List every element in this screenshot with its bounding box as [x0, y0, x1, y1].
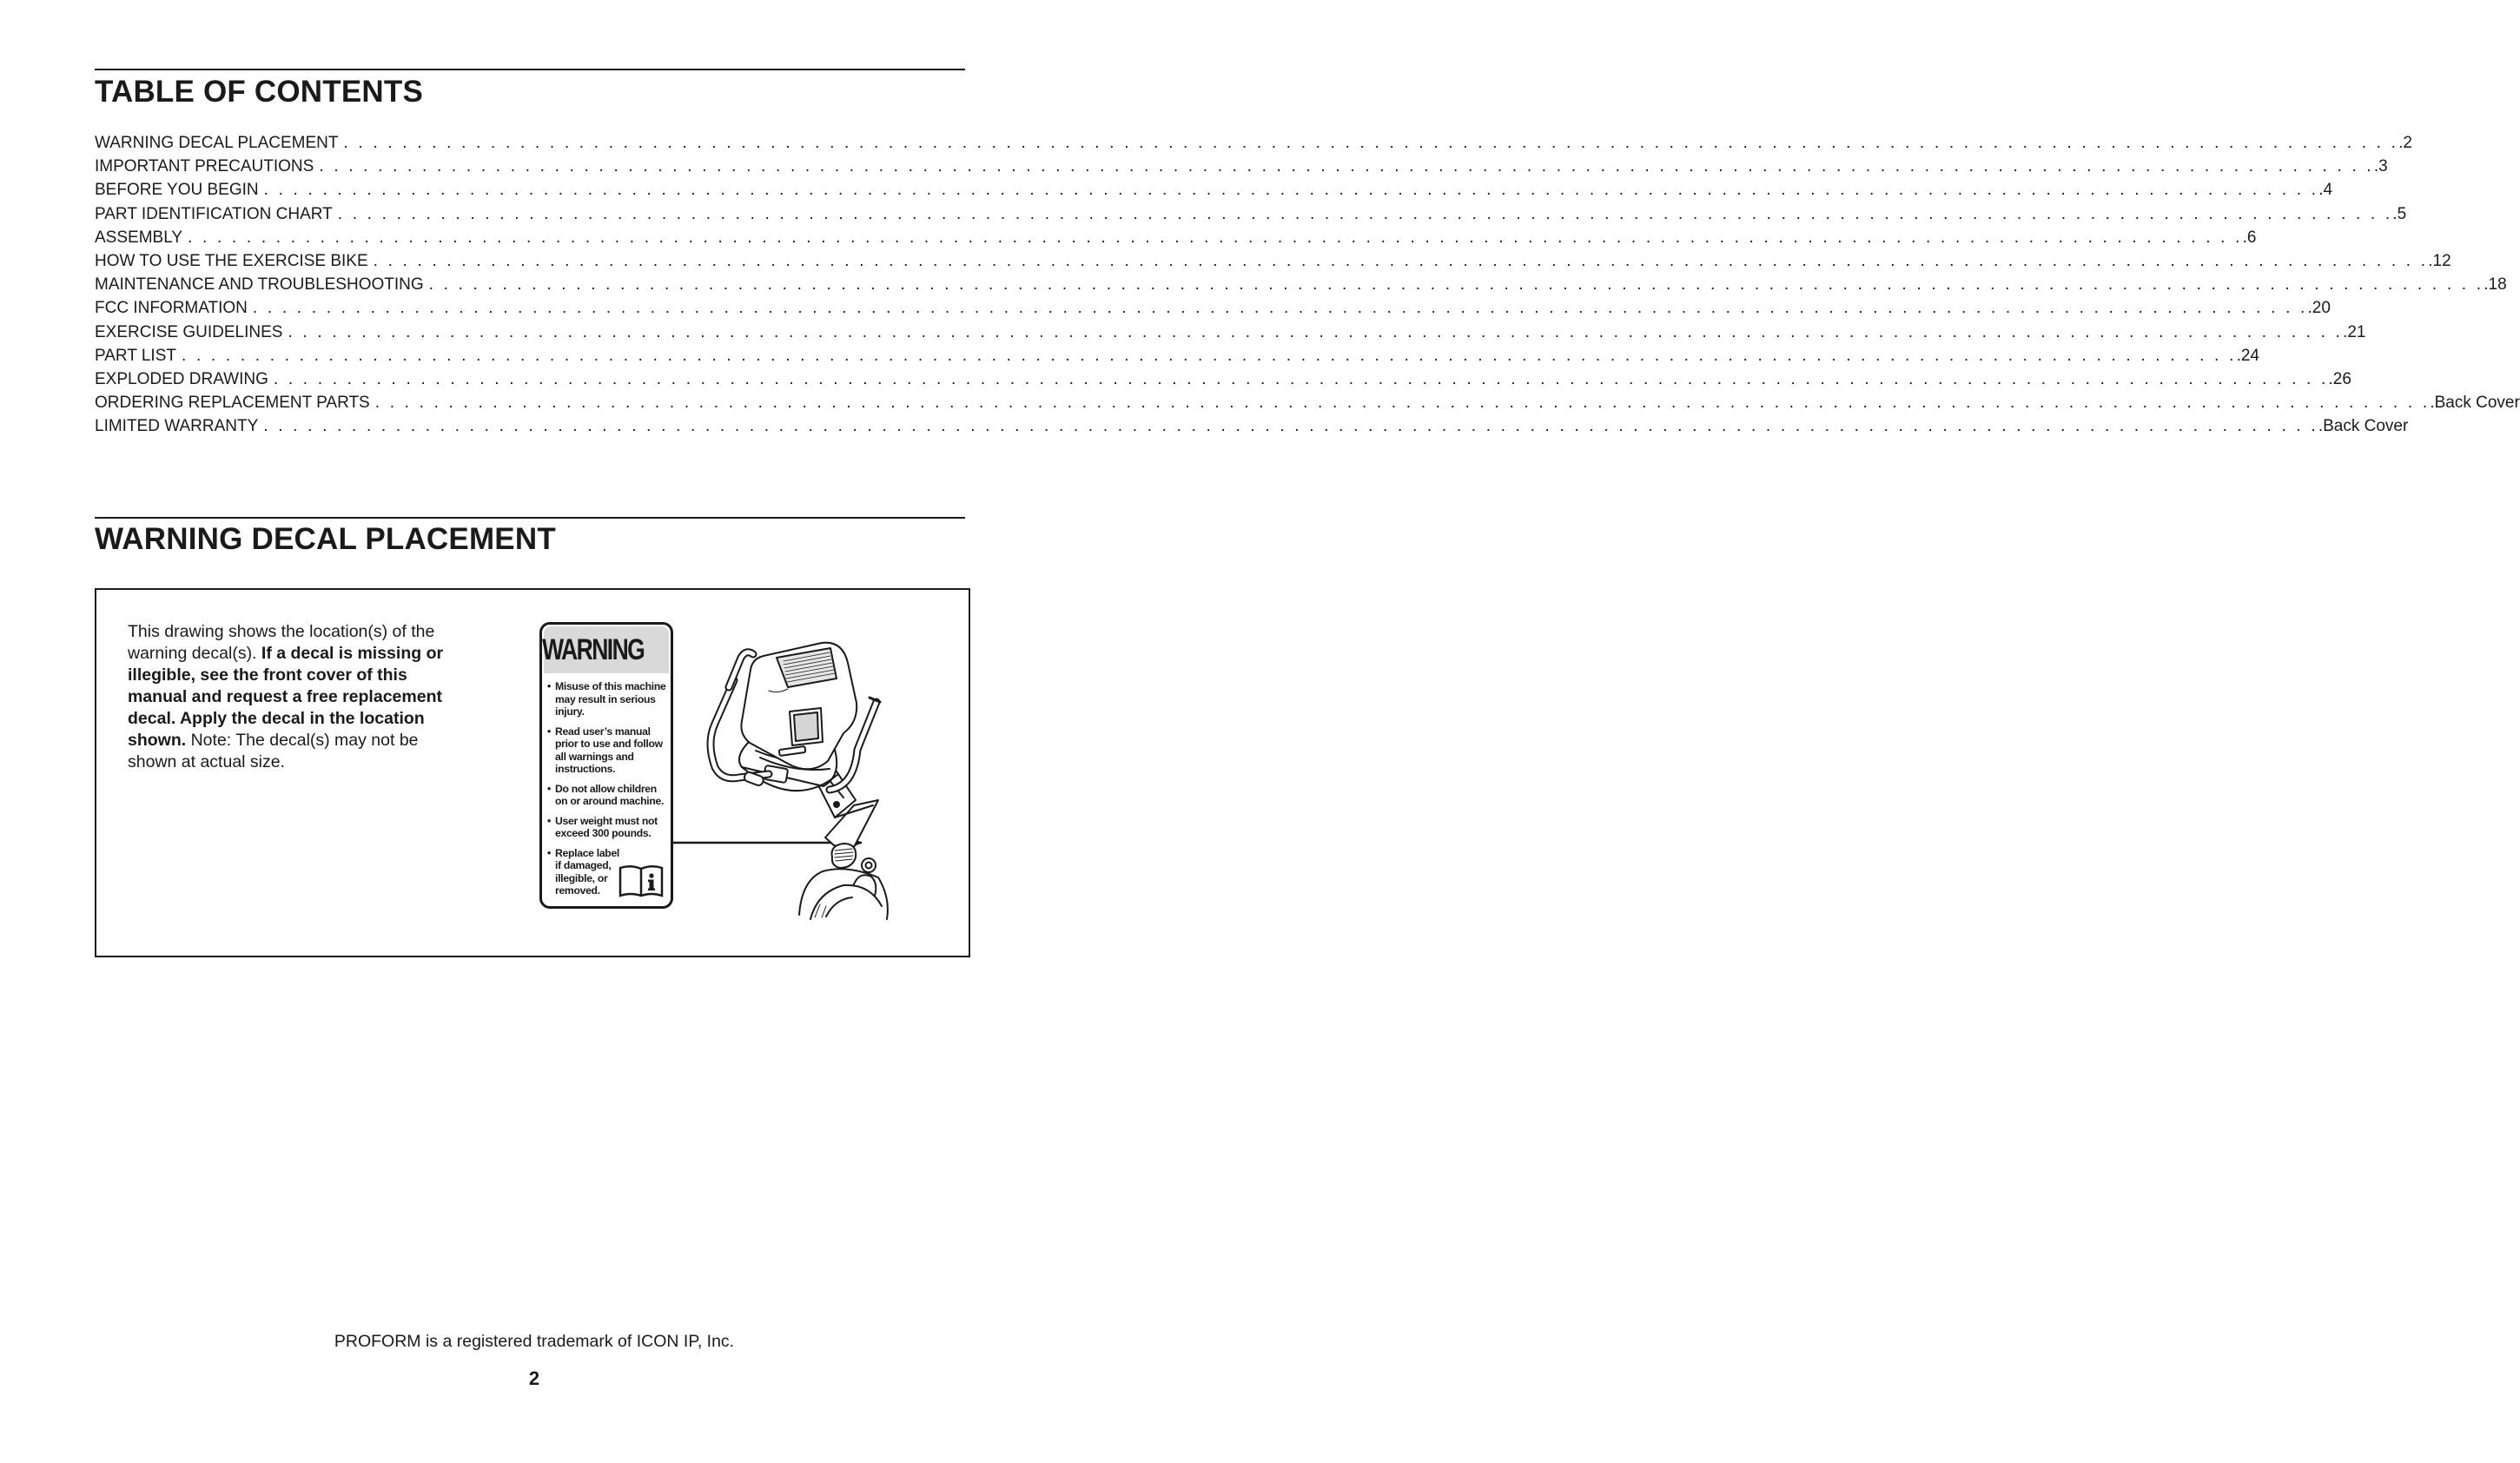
toc-leader-dots: . . . . . . . . . . . . . . . . . . . . . . . . . . . . . . . . . . . . . . . . . . . . . . . . . . . . . . . . . . . . . . . . . . . . . . . . . . . . . . . . . . . . . . . . . . . . . . . . . . . . . . . . . . . . . . . . . . . . . . . . . . . . . . . . . . . . . . . . . . . .: [288, 322, 2344, 341]
toc-leader-dots: . . . . . . . . . . . . . . . . . . . . . . . . . . . . . . . . . . . . . . . . . . . . . . . . . . . . . . . . . . . . . . . . . . . . . . . . . . . . . . . . . . . . . . . . . . . . . . . . . . . . . . . . . . . . . . . . . . . . . . . . . . . . . . . . . . . . . . . . . . . .: [263, 417, 2318, 436]
decal-intro-bold: If a decal is missing or illegible, see the front cover of this manual and request a free replacement decal. Apply the decal in the location shown.: [128, 644, 444, 750]
toc-entry: [95, 367, 2351, 391]
toc-entry-label: BEFORE YOU BEGIN: [95, 181, 259, 200]
toc-entry: [95, 178, 2333, 202]
toc-leader-dots: . . . . . . . . . . . . . . . . . . . . . . . . . . . . . . . . . . . . . . . . . . . . . . . . . . . . . . . . . . . . . . . . . . . . . . . . . . . . . . . . . . . . . . . . . . . . . . . . . . . . . . . . . . . . . . . . . . . . . . . . . . . . . . . . . . . . . . . . . . . .: [337, 204, 2393, 223]
toc-entry-page: .26: [2328, 369, 2351, 388]
table-of-contents: [95, 131, 2520, 438]
toc-entry-page: .4: [2318, 181, 2333, 200]
toc-entry-label: HOW TO USE THE EXERCISE BIKE: [95, 251, 368, 270]
read-manual-icon: [618, 863, 664, 897]
toc-entry-page: .2: [2398, 134, 2412, 152]
warning-item: • User weight must not exceed 300 pounds.: [547, 815, 667, 840]
toc-entry-page: .24: [2236, 346, 2259, 365]
toc-entry-label: EXPLODED DRAWING: [95, 369, 268, 388]
decal-top-rule: [95, 517, 965, 519]
toc-entry-page: .5: [2392, 204, 2407, 223]
warning-decal-header: [541, 626, 669, 673]
decal-placement-box: [95, 588, 970, 957]
warning-decal-heading: WARNING: [541, 632, 645, 666]
toc-entry-page: .Back Cover: [2318, 417, 2409, 436]
toc-entry-label: IMPORTANT PRECAUTIONS: [95, 157, 314, 176]
toc-entry-page: .21: [2343, 322, 2366, 341]
page-number: 2: [528, 1367, 540, 1389]
decal-intro-tail: Note: The decal(s) may not be shown at actual size.: [128, 731, 419, 771]
toc-leader-dots: . . . . . . . . . . . . . . . . . . . . . . . . . . . . . . . . . . . . . . . . . . . . . . . . . . . . . . . . . . . . . . . . . . . . . . . . . . . . . . . . . . . . . . . . . . . . . . . . . . . . . . . . . . . . . . . . . . . . . . . . . . . . . . . . . . . . . . . . . . . .: [188, 228, 2243, 247]
toc-leader-dots: . . . . . . . . . . . . . . . . . . . . . . . . . . . . . . . . . . . . . . . . . . . . . . . . . . . . . . . . . . . . . . . . . . . . . . . . . . . . . . . . . . . . . . . . . . . . . . . . . . . . . . . . . . . . . . . . . . . . . . . . . . . . . . . . . . . . . . . . . . . .: [374, 394, 2431, 413]
warning-item: • Misuse of this machine may result in serious injury.: [547, 680, 667, 718]
exercise-bike-illustration: [673, 619, 960, 932]
warning-item: • Do not allow children on or around machine.: [547, 783, 667, 808]
toc-entry-label: LIMITED WARRANTY: [95, 417, 259, 436]
toc-entry-label: FCC INFORMATION: [95, 299, 248, 318]
toc-entry-page: .18: [2484, 275, 2507, 295]
toc-leader-dots: . . . . . . . . . . . . . . . . . . . . . . . . . . . . . . . . . . . . . . . . . . . . . . . . . . . . . . . . . . . . . . . . . . . . . . . . . . . . . . . . . . . . . . . . . . . . . . . . . . . . . . . . . . . . . . . . . . . . . . . . . . . . . . . . . . . . . . . . . . . .: [319, 157, 2374, 176]
toc-entry: [95, 226, 2257, 249]
warning-item: • Replace label if damaged, illegible, or removed.: [547, 847, 623, 897]
toc-leader-dots: . . . . . . . . . . . . . . . . . . . . . . . . . . . . . . . . . . . . . . . . . . . . . . . . . . . . . . . . . . . . . . . . . . . . . . . . . . . . . . . . . . . . . . . . . . . . . . . . . . . . . . . . . . . . . . . . . . . . . . . . . . . . . . . . . . . . . . . . . . . .: [373, 251, 2429, 270]
toc-entry: [95, 296, 2331, 320]
toc-leader-dots: . . . . . . . . . . . . . . . . . . . . . . . . . . . . . . . . . . . . . . . . . . . . . . . . . . . . . . . . . . . . . . . . . . . . . . . . . . . . . . . . . . . . . . . . . . . . . . . . . . . . . . . . . . . . . . . . . . . . . . . . . . . . . . . . . . . . . . . . . . . .: [343, 134, 2399, 152]
toc-entry-page: .6: [2242, 228, 2257, 247]
toc-entry: [95, 321, 2366, 344]
toc-entry: [95, 391, 2520, 414]
toc-title: TABLE OF CONTENTS: [95, 75, 424, 109]
toc-entry-page: .20: [2307, 299, 2331, 318]
toc-entry-label: MAINTENANCE AND TROUBLESHOOTING: [95, 275, 424, 295]
toc-leader-dots: . . . . . . . . . . . . . . . . . . . . . . . . . . . . . . . . . . . . . . . . . . . . . . . . . . . . . . . . . . . . . . . . . . . . . . . . . . . . . . . . . . . . . . . . . . . . . . . . . . . . . . . . . . . . . . . . . . . . . . . . . . . . . . . . . . . . . . . . . . . .: [273, 369, 2329, 388]
toc-entry-label: EXERCISE GUIDELINES: [95, 322, 283, 341]
toc-entry: [95, 155, 2388, 178]
toc-entry-page: .12: [2428, 251, 2451, 270]
toc-entry: [95, 273, 2507, 296]
trademark-note: PROFORM is a registered trademark of ICON IP, Inc.: [334, 1332, 735, 1351]
toc-top-rule: [95, 69, 965, 70]
toc-leader-dots: . . . . . . . . . . . . . . . . . . . . . . . . . . . . . . . . . . . . . . . . . . . . . . . . . . . . . . . . . . . . . . . . . . . . . . . . . . . . . . . . . . . . . . . . . . . . . . . . . . . . . . . . . . . . . . . . . . . . . . . . . . . . . . . . . . . . . . . . . . . .: [181, 346, 2237, 365]
toc-entry-label: ORDERING REPLACEMENT PARTS: [95, 394, 370, 413]
toc-entry: [95, 344, 2259, 367]
toc-entry-label: WARNING DECAL PLACEMENT: [95, 134, 339, 152]
toc-entry: [95, 202, 2407, 226]
decal-instructions: [128, 621, 471, 773]
toc-leader-dots: . . . . . . . . . . . . . . . . . . . . . . . . . . . . . . . . . . . . . . . . . . . . . . . . . . . . . . . . . . . . . . . . . . . . . . . . . . . . . . . . . . . . . . . . . . . . . . . . . . . . . . . . . . . . . . . . . . . . . . . . . . . . . . . . . . . . . . . . . . . .: [263, 181, 2319, 200]
toc-entry: [95, 414, 2409, 438]
toc-entry-label: ASSEMBLY: [95, 228, 183, 247]
toc-leader-dots: . . . . . . . . . . . . . . . . . . . . . . . . . . . . . . . . . . . . . . . . . . . . . . . . . . . . . . . . . . . . . . . . . . . . . . . . . . . . . . . . . . . . . . . . . . . . . . . . . . . . . . . . . . . . . . . . . . . . . . . . . . . . . . . . . . . . . . . . . . . .: [428, 275, 2484, 295]
decal-intro-plain: This drawing shows the location(s) of the warning decal(s).: [128, 622, 435, 663]
toc-entry: [95, 249, 2451, 273]
toc-entry-label: PART IDENTIFICATION CHART: [95, 204, 333, 223]
toc-entry-page: .3: [2373, 157, 2388, 176]
warning-decal: [539, 622, 673, 909]
decal-section-title: WARNING DECAL PLACEMENT: [95, 522, 556, 556]
warning-item: • Read user’s manual prior to use and follow all warnings and instructions.: [547, 725, 667, 776]
toc-leader-dots: . . . . . . . . . . . . . . . . . . . . . . . . . . . . . . . . . . . . . . . . . . . . . . . . . . . . . . . . . . . . . . . . . . . . . . . . . . . . . . . . . . . . . . . . . . . . . . . . . . . . . . . . . . . . . . . . . . . . . . . . . . . . . . . . . . . . . . . . . . . .: [252, 299, 2308, 318]
toc-entry-page: .Back Cover: [2430, 394, 2520, 413]
toc-entry-label: PART LIST: [95, 346, 176, 365]
toc-entry: [95, 131, 2412, 155]
